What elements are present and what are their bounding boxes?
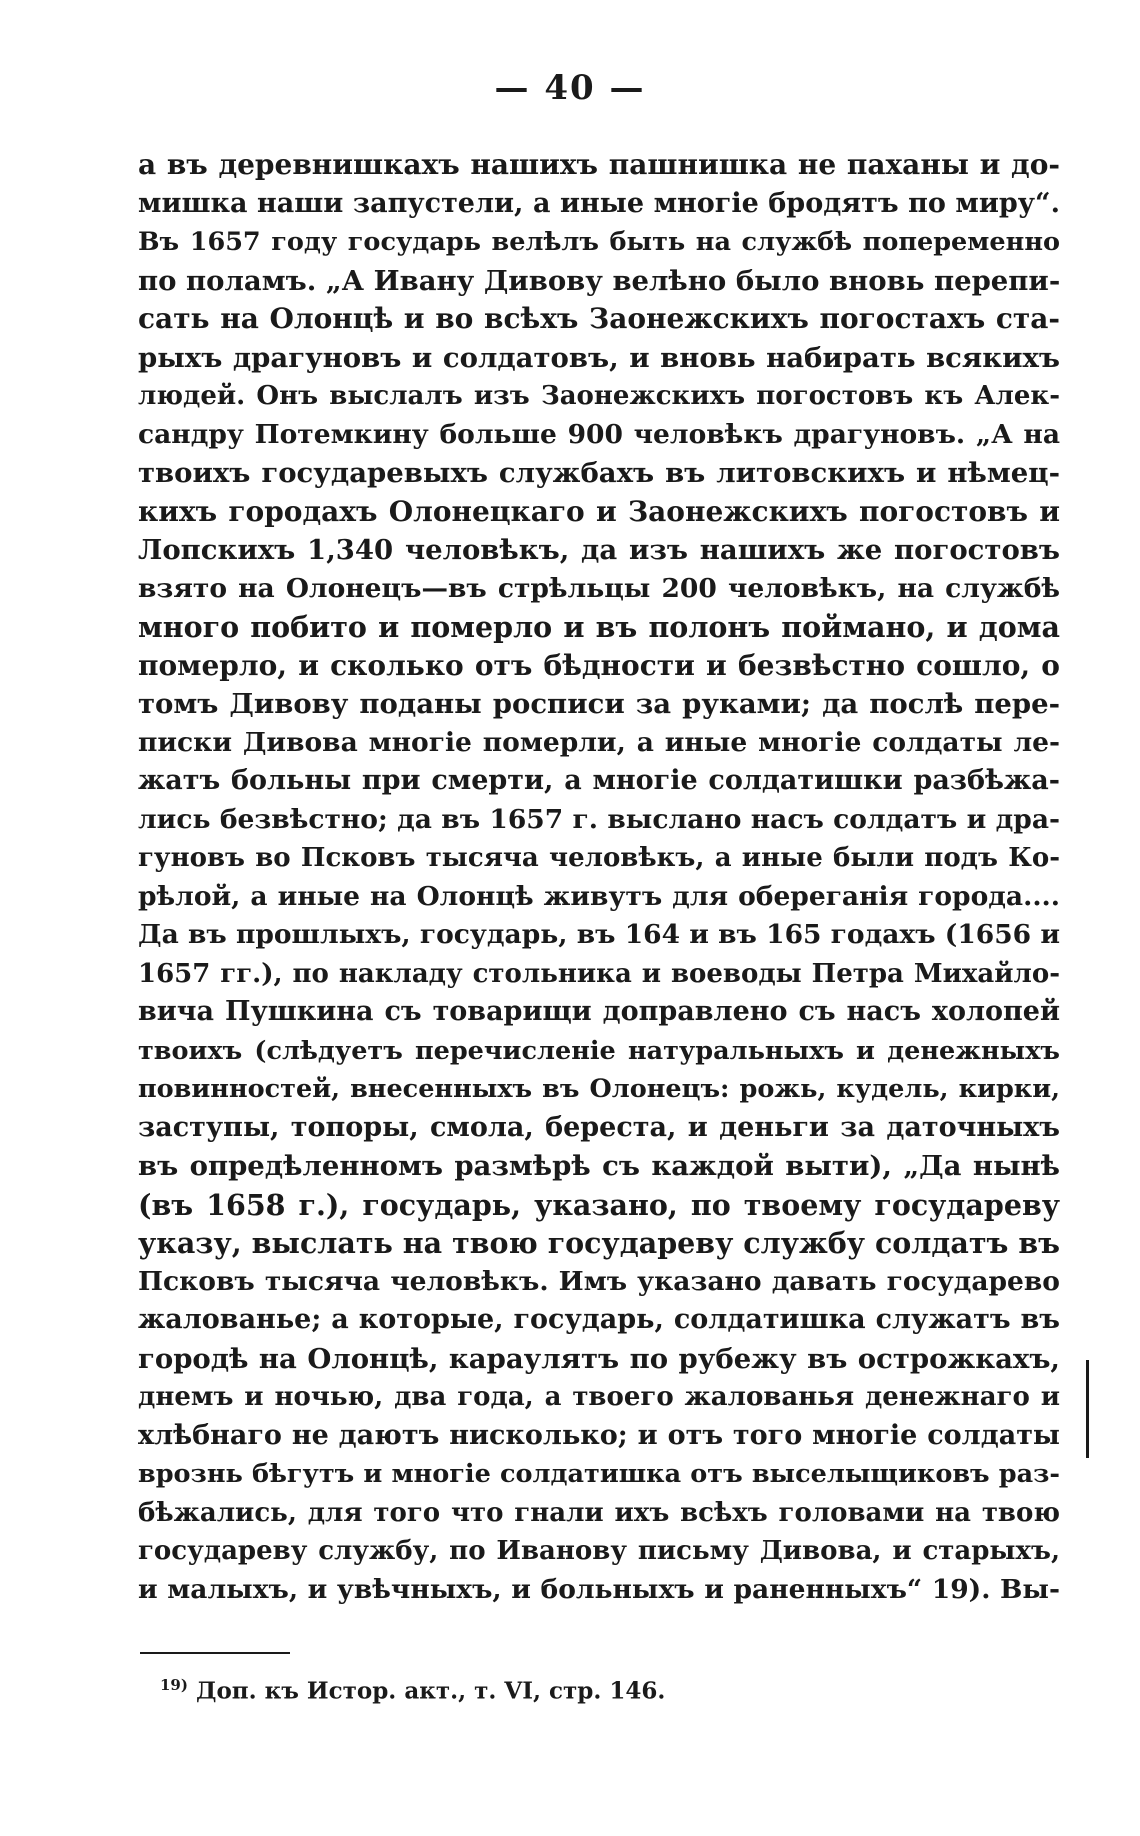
- text-line: томъ Дивову поданы росписи за руками; да послѣ пере-: [138, 688, 1060, 720]
- text-line: писки Дивова многіе померли, а иные многіе солдаты ле-: [138, 726, 1060, 758]
- text-line: жатъ больны при смерти, а многіе солдатишки разбѣжа-: [138, 765, 1060, 796]
- text-line: хлѣбнаго не даютъ нисколько; и отъ того многіе солдаты: [138, 1419, 1060, 1451]
- text-line: заступы, топоры, смола, береста, и деньги за даточныхъ: [138, 1111, 1060, 1143]
- text-line: и малыхъ, и увѣчныхъ, и больныхъ и раненныхъ“ 19). Вы-: [138, 1573, 1060, 1605]
- text-line: государеву службу, по Иванову письму Дивова, и старыхъ,: [138, 1536, 1060, 1566]
- footnote-marker: 19): [160, 1676, 188, 1694]
- text-line: твоихъ государевыхъ службахъ въ литовскихъ и нѣмец-: [138, 457, 1060, 489]
- text-line: Въ 1657 году государь велѣлъ быть на службѣ попеременно: [138, 227, 1060, 257]
- text-line: лись безвѣстно; да въ 1657 г. выслано насъ солдатъ и дра-: [138, 803, 1060, 835]
- text-line: 1657 гг.), по накладу стольника и воеводы Петра Михайло-: [138, 958, 1060, 989]
- page-number: — 40 —: [494, 68, 646, 108]
- text-line: по поламъ. „А Ивану Дивову велѣно было вновь перепи-: [138, 264, 1061, 297]
- text-line: повинностей, внесенныхъ въ Олонецъ: рожь, кудель, кирки,: [138, 1074, 1060, 1104]
- text-line: рыхъ драгуновъ и солдатовъ, и вновь набирать всякихъ: [138, 341, 1060, 374]
- text-line: много побито и померло и въ полонъ поймано, и дома: [138, 610, 1060, 644]
- text-line: въ опредѣленномъ размѣрѣ съ каждой выти), „Да нынѣ: [138, 1150, 1060, 1182]
- text-line: жалованье; а которые, государь, солдатишка служатъ въ: [138, 1304, 1060, 1335]
- text-line: днемъ и ночью, два года, а твоего жалованья денежнаго и: [138, 1382, 1060, 1412]
- text-line: бѣжались, для того что гнали ихъ всѣхъ головами на твою: [138, 1497, 1060, 1528]
- text-line: Да въ прошлыхъ, государь, въ 164 и въ 165 годахъ (1656 и: [138, 919, 1060, 950]
- margin-mark: [1086, 1360, 1089, 1458]
- text-line: взято на Олонецъ—въ стрѣльцы 200 человѣкъ, на службѣ: [138, 572, 1060, 604]
- text-line: кихъ городахъ Олонецкаго и Заонежскихъ погостовъ и: [138, 494, 1060, 528]
- text-line: (въ 1658 г.), государь, указано, по твоему государеву: [138, 1187, 1060, 1222]
- text-line: гуновъ во Псковъ тысяча человѣкъ, а иные были подъ Ко-: [138, 843, 1060, 873]
- text-line: сандру Потемкину больше 900 человѣкъ драгуновъ. „А на: [138, 418, 1060, 450]
- text-line: вича Пушкина съ товарищи доправлено съ насъ холопей: [138, 996, 1060, 1027]
- text-line: Псковъ тысяча человѣкъ. Имъ указано давать государево: [138, 1265, 1060, 1297]
- footnote-rule: [140, 1652, 290, 1654]
- text-line: рѣлой, а иные на Олонцѣ живутъ для обереганія города....: [138, 880, 1060, 912]
- text-line: указу, выслать на твою государеву службу солдатъ въ: [138, 1226, 1060, 1260]
- text-line: а въ деревнишкахъ нашихъ пашнишка не паханы и до-: [138, 148, 1060, 181]
- text-line: сать на Олонцѣ и во всѣхъ Заонежскихъ погостахъ ста-: [138, 302, 1060, 335]
- body-text: [138, 146, 1060, 1609]
- text-line: врознь бѣгутъ и многіе солдатишка отъ выселыщиковъ раз-: [138, 1459, 1060, 1489]
- footnote-text: Доп. къ Истор. акт., т. VI, стр. 146.: [196, 1677, 666, 1705]
- footnote: [160, 1676, 665, 1705]
- text-line: людей. Онъ выслалъ изъ Заонежскихъ погостовъ къ Алек-: [138, 381, 1060, 411]
- text-line: померло, и сколько отъ бѣдности и безвѣстно сошло, о: [138, 648, 1060, 682]
- text-line: мишка наши запустели, а иные многіе бродятъ по миру“.: [138, 187, 1060, 219]
- text-line: Лопскихъ 1,340 человѣкъ, да изъ нашихъ же погостовъ: [138, 534, 1060, 566]
- text-line: городѣ на Олонцѣ, караулятъ по рубежу въ острожкахъ,: [138, 1342, 1060, 1375]
- text-line: твоихъ (слѣдуетъ перечисленіе натуральныхъ и денежныхъ: [138, 1035, 1060, 1066]
